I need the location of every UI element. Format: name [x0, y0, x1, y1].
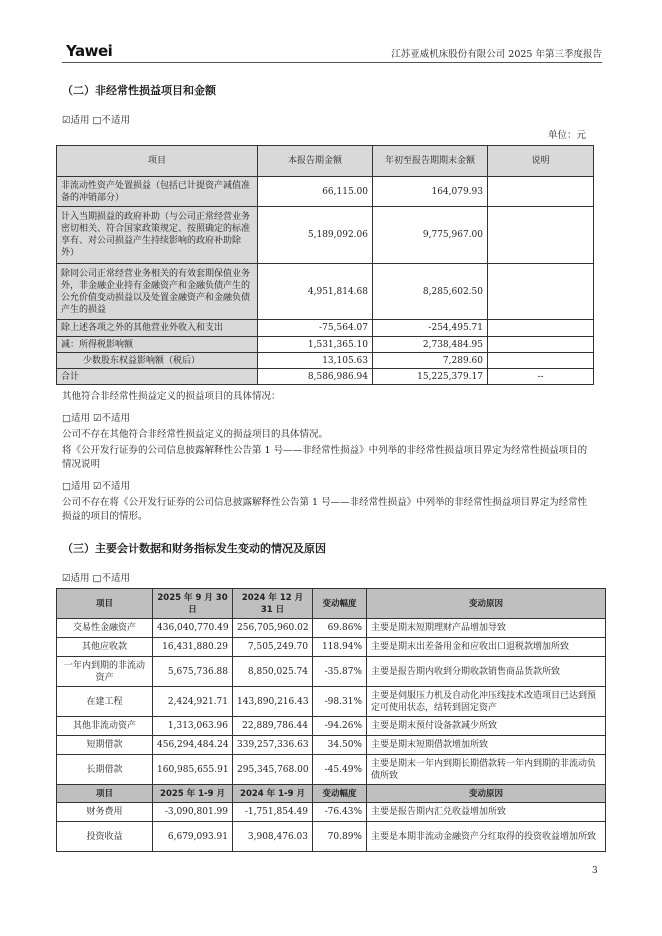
row-current: 1,531,365.10: [258, 337, 373, 353]
row-item: 计入当期损益的政府补助（与公司正常经营业务密切相关、符合国家政策规定、按照确定的标准享有、对公司损益产生持续影响的政府补助除外）: [57, 207, 258, 264]
table-row: [57, 264, 594, 320]
row-value-a: 1,313,063.96: [153, 717, 233, 736]
row-reason: 主要是期末短期借款增加所致: [367, 736, 606, 755]
row-current: 5,189,092.06: [258, 207, 373, 264]
row-current: 66,115.00: [258, 177, 373, 207]
section-2-applicable: ☑适用 □不适用: [62, 115, 131, 126]
row-item: 少数股东权益影响额（税后）: [57, 353, 258, 369]
table-row: [57, 619, 606, 638]
row-value-b: 256,705,960.02: [233, 619, 313, 638]
row-item: 非流动性资产处置损益（包括已计提资产减值准备的冲销部分）: [57, 177, 258, 207]
table-row: [57, 337, 594, 353]
applicable-checkbox: □适用 ☑不适用: [62, 481, 131, 492]
table-row-total: [57, 369, 594, 385]
row-change: -45.49%: [313, 755, 367, 785]
row-item: 其他非流动资产: [57, 717, 153, 736]
row-value-a: 16,431,880.29: [153, 638, 233, 657]
financial-changes-table: [56, 588, 606, 852]
row-item: 投资收益: [57, 822, 153, 852]
row-reason: 主要是伺服压力机及自动化冲压线技术改造项目已达到预定可使用状态，结转到固定资产: [367, 687, 606, 717]
paragraph: 公司不存在将《公开发行证券的公司信息披露解释性公告第 1 号——非经常性损益》中列举的非经常性损益项目界定为经常性损益的项目的情形。: [62, 497, 588, 522]
row-value-a: 456,294,484.24: [153, 736, 233, 755]
table-subheader-row: [57, 785, 606, 803]
row-ytd: 7,289.60: [373, 353, 488, 369]
paragraph: 公司不存在其他符合非经常性损益定义的损益项目的具体情况。: [62, 429, 329, 440]
page-number: 3: [592, 866, 598, 876]
table-row: [57, 320, 594, 337]
non-recurring-table: [56, 145, 594, 385]
row-item: 长期借款: [57, 755, 153, 785]
row-value-b: 143,890,216.43: [233, 687, 313, 717]
row-current: 8,586,986.94: [258, 369, 373, 385]
column-header: 项目: [57, 146, 258, 177]
table-row: [57, 736, 606, 755]
column-header: 本报告期金额: [258, 146, 373, 177]
row-ytd: 9,775,967.00: [373, 207, 488, 264]
column-header: 变动幅度: [313, 589, 367, 619]
row-note: [488, 207, 594, 264]
row-ytd: 8,285,602.50: [373, 264, 488, 320]
row-note: [488, 353, 594, 369]
row-item: 合计: [57, 369, 258, 385]
row-note: [488, 177, 594, 207]
row-item: 减：所得税影响额: [57, 337, 258, 353]
row-note: --: [488, 369, 594, 385]
row-value-b: 3,908,476.03: [233, 822, 313, 852]
column-header: 变动幅度: [313, 785, 367, 803]
row-value-b: 339,257,336.63: [233, 736, 313, 755]
row-change: 118.94%: [313, 638, 367, 657]
paragraph: 将《公开发行证券的公司信息披露解释性公告第 1 号——非经常性损益》中列举的非经常性损益项目界定为经常性损益项目的情况说明: [62, 445, 588, 470]
row-change: 70.89%: [313, 822, 367, 852]
row-ytd: -254,495.71: [373, 320, 488, 337]
row-item: 除上述各项之外的其他营业外收入和支出: [57, 320, 258, 337]
row-change: -76.43%: [313, 803, 367, 822]
row-value-a: 5,675,736.88: [153, 657, 233, 687]
table-row: [57, 717, 606, 736]
row-value-a: 2,424,921.71: [153, 687, 233, 717]
table-row: [57, 657, 606, 687]
row-value-b: 8,850,025.74: [233, 657, 313, 687]
row-item: 除同公司正常经营业务相关的有效套期保值业务外，非金融企业持有金融资产和金融负债产生的公允价值变动损益以及处置金融资产和金融负债产生的损益: [57, 264, 258, 320]
row-ytd: 15,225,379.17: [373, 369, 488, 385]
row-change: -94.26%: [313, 717, 367, 736]
row-change: 69.86%: [313, 619, 367, 638]
row-current: 4,951,814.68: [258, 264, 373, 320]
row-current: 13,105.63: [258, 353, 373, 369]
table-row: [57, 353, 594, 369]
column-header: 变动原因: [367, 589, 606, 619]
column-header: 2025 年 9 月 30 日: [153, 589, 233, 619]
row-value-a: 6,679,093.91: [153, 822, 233, 852]
row-value-a: -3,090,801.99: [153, 803, 233, 822]
row-item: 在建工程: [57, 687, 153, 717]
row-item: 短期借款: [57, 736, 153, 755]
section-3-title: （三）主要会计数据和财务指标发生变动的情况及原因: [62, 542, 326, 555]
column-header: 2025 年 1-9 月: [153, 785, 233, 803]
row-note: [488, 337, 594, 353]
row-item: 交易性金融资产: [57, 619, 153, 638]
row-change: -98.31%: [313, 687, 367, 717]
table-row: [57, 207, 594, 264]
row-current: -75,564.07: [258, 320, 373, 337]
table-header-row: [57, 589, 606, 619]
table-row: [57, 803, 606, 822]
row-item: 财务费用: [57, 803, 153, 822]
company-logo: Yawei: [66, 42, 113, 60]
table-row: [57, 755, 606, 785]
row-note: [488, 264, 594, 320]
table-header-row: [57, 146, 594, 177]
row-item: 其他应收款: [57, 638, 153, 657]
row-value-b: 22,889,786.44: [233, 717, 313, 736]
column-header: 变动原因: [367, 785, 606, 803]
row-value-a: 160,985,655.91: [153, 755, 233, 785]
row-ytd: 164,079.93: [373, 177, 488, 207]
column-header: 项目: [57, 785, 153, 803]
row-value-b: -1,751,854.49: [233, 803, 313, 822]
column-header: 说明: [488, 146, 594, 177]
row-reason: 主要是本期非流动金融资产分红取得的投资收益增加所致: [367, 822, 606, 852]
row-value-a: 436,040,770.49: [153, 619, 233, 638]
column-header: 项目: [57, 589, 153, 619]
table-row: [57, 687, 606, 717]
row-change: 34.50%: [313, 736, 367, 755]
row-value-b: 7,505,249.70: [233, 638, 313, 657]
row-reason: 主要是期末预付设备款减少所致: [367, 717, 606, 736]
table-row: [57, 822, 606, 852]
column-header: 2024 年 12 月 31 日: [233, 589, 313, 619]
row-reason: 主要是报告期内汇兑收益增加所致: [367, 803, 606, 822]
row-ytd: 2,738,484.95: [373, 337, 488, 353]
paragraph: 其他符合非经常性损益定义的损益项目的具体情况：: [62, 391, 281, 402]
section-2-title: （二）非经常性损益项目和金额: [62, 84, 216, 97]
report-title: 江苏亚威机床股份有限公司 2025 年第三季度报告: [391, 49, 602, 60]
section-3-applicable: ☑适用 □不适用: [62, 573, 131, 584]
row-item: 一年内到期的非流动资产: [57, 657, 153, 687]
unit-label: 单位：元: [548, 130, 587, 141]
column-header: 2024 年 1-9 月: [233, 785, 313, 803]
row-note: [488, 320, 594, 337]
row-reason: 主要是报告期内收到分期收款销售商品货款所致: [367, 657, 606, 687]
table-row: [57, 177, 594, 207]
applicable-checkbox: □适用 ☑不适用: [62, 413, 131, 424]
row-change: -35.87%: [313, 657, 367, 687]
row-reason: 主要是期末一年内到期长期借款转一年内到期的非流动负债所致: [367, 755, 606, 785]
page-header: [62, 40, 602, 63]
table-row: [57, 638, 606, 657]
column-header: 年初至报告期期末金额: [373, 146, 488, 177]
row-value-b: 295,345,768.00: [233, 755, 313, 785]
row-reason: 主要是期末出差备用金和应收出口退税款增加所致: [367, 638, 606, 657]
row-reason: 主要是期末短期理财产品增加导致: [367, 619, 606, 638]
